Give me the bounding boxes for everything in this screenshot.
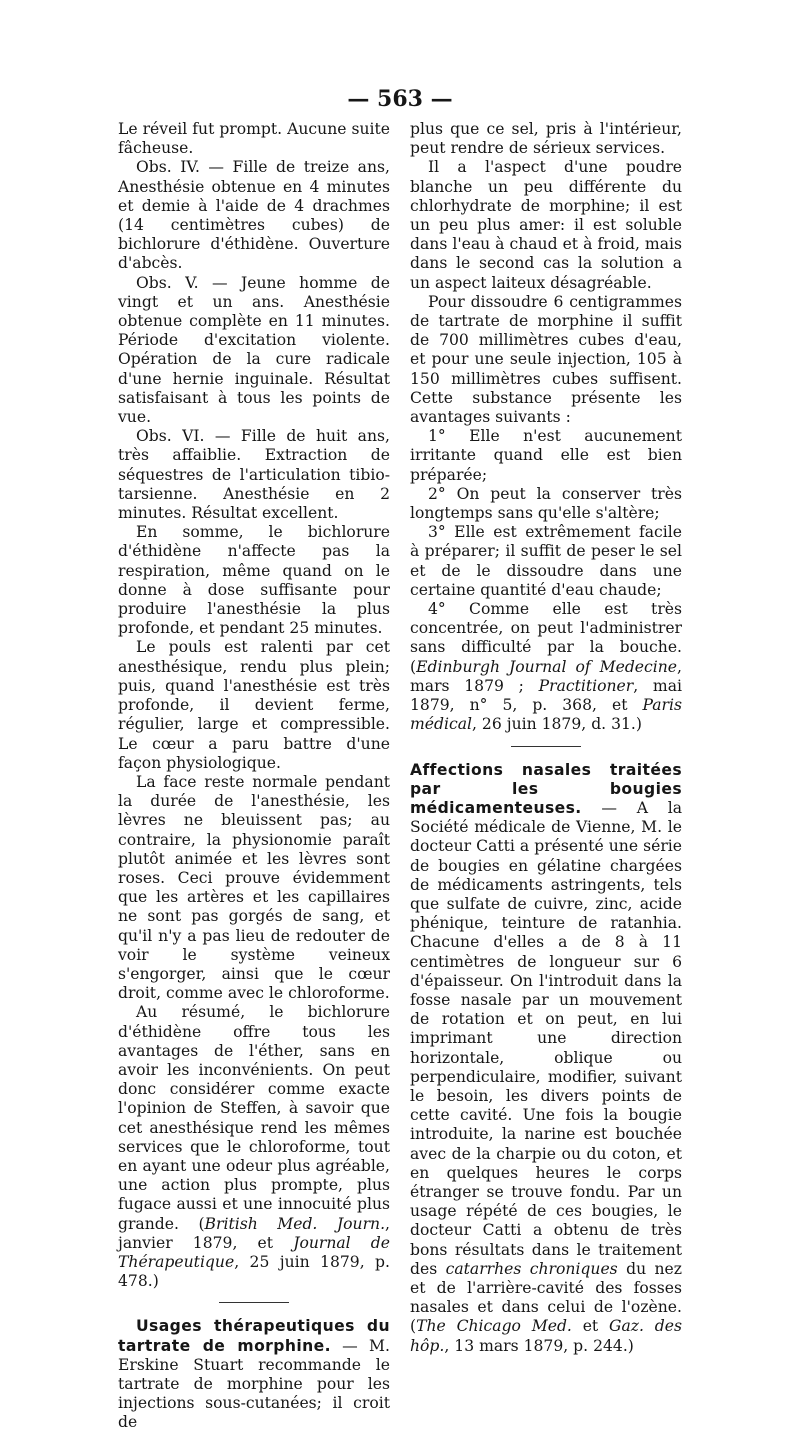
list-item: 3° Elle est extrêmement facile à préparer; il suffit de peser le sel et de le dissoudre dans une certaine quantité d'eau chaude; [410, 523, 682, 599]
paragraph: Obs. V. — Jeune homme de vingt et un ans. Anesthésie obtenue complète en 11 minutes. Période d'excitation violente. Opération de la cure radicale d'une hernie inguinale. Résultat satisfaisant à tous les points de vue. [118, 273, 390, 427]
paragraph: La face reste normale pendant la durée de l'anesthésie, les lèvres ne bleuissent pas; au contraire, la physionomie paraît plutôt animée et les lèvres sont roses. Ceci prouve évidemment que les artères et les capillaires ne sont pas gorgés de sang, et qu'il n'y a pas lieu de redouter de voir le système veineux s'engorger, ainsi que le cœur droit, comme avec le chloroforme. [118, 772, 390, 1003]
paragraph-text: , 13 mars 1879, p. 244.) [444, 1336, 634, 1355]
list-item: 1° Elle n'est aucunement irritante quand elle est bien préparée; [410, 427, 682, 484]
right-column [410, 120, 682, 1356]
citation-journal: Edinburgh Journal of Medecine [416, 657, 678, 676]
paragraph: Le pouls est ralenti par cet anesthésique, rendu plus plein; puis, quand l'anesthésie est très profonde, il devient ferme, régulier, large et compressible. Le cœur a paru battre d'une façon physiologique. [118, 638, 390, 772]
article-heading: Usages thérapeutiques du tartrate de morphine. [118, 1317, 390, 1355]
citation-journal: Paris médical [410, 696, 682, 734]
paragraph-text: , 26 juin 1879, d. 31.) [472, 715, 642, 734]
paragraph-text: Au résumé, le bichlorure d'éthidène offre tous les avantages de l'éther, sans en avoir les inconvénients. On peut donc considérer comme exacte l'opinion de Steffen, à savoir que cet anesthésique rend les mêmes services que le chloroforme, tout en ayant une odeur plus agréable, une action plus prompte, plus fugace aussi et une innocuité plus grande. ( [118, 1003, 390, 1233]
paragraph: Il a l'aspect d'une poudre blanche un peu différente du chlorhydrate de morphine; il est un peu plus amer: il est soluble dans l'eau à chaud et à froid, mais dans le second cas la solution a un aspect laiteux désagréable. [410, 158, 682, 292]
citation-journal: Gaz. des hôp. [410, 1317, 682, 1355]
citation-journal: The Chicago Med. [416, 1317, 572, 1336]
citation-journal: British Med. Journ. [204, 1214, 386, 1233]
paragraph: Pour dissoudre 6 centigrammes de tartrate de morphine il suffit de 700 millimètres cubes d'eau, et pour une seule injection, 105 à 150 millimètres cubes suffisent. Cette substance présente les avantages suivants : [410, 292, 682, 427]
left-column [118, 120, 390, 1433]
citation-journal: Journal de Thérapeutique [118, 1233, 390, 1271]
paragraph [118, 1003, 390, 1291]
paragraph-text: et [571, 1317, 610, 1336]
paragraph-text: , 25 juin 1879, p. 478.) [118, 1252, 390, 1291]
paragraph: Le réveil fut prompt. Aucune suite fâcheuse. [118, 120, 390, 158]
paragraph: Obs. VI. — Fille de huit ans, très affaiblie. Extraction de séquestres de l'articulation tibio-tarsienne. Anesthésie en 2 minutes. Résultat excellent. [118, 427, 390, 523]
paragraph: En somme, le bichlorure d'éthidène n'affecte pas la respiration, même quand on le donne à dose suffisante pour produire l'anesthésie la plus profonde, et pendant 25 minutes. [118, 523, 390, 638]
paragraph-text: , mars 1879 ; [410, 657, 682, 695]
paragraph: plus que ce sel, pris à l'intérieur, peut rendre de sérieux services. [410, 120, 682, 158]
paragraph: Obs. IV. — Fille de treize ans, Anesthésie obtenue en 4 minutes et demie à l'aide de 4 drachmes (14 centimètres cubes) de bichlorure d'éthidène. Ouverture d'abcès. [118, 158, 390, 273]
list-item [410, 600, 682, 734]
article-heading: Affections nasales traitées par les bougies médicamenteuses. [410, 760, 682, 817]
list-item: 2° On peut la conserver très longtemps sans qu'elle s'altère; [410, 484, 682, 523]
page-number: — 563 — [347, 86, 453, 112]
paragraph-text: 4° Comme elle est très concentrée, on peut l'administrer sans difficulté par la bouche. ( [410, 600, 682, 676]
paragraph-text: , mai 1879, n° 5, p. 368, et [410, 676, 682, 715]
paragraph-text: du nez et de l'arrière-cavité des fosses nasales et dans celui de l'ozène. ( [410, 1259, 682, 1336]
article-paragraph [410, 761, 682, 1356]
paragraph-text: — M. Erskine Stuart recommande le tartrate de morphine pour les injections sous-cutanées; il croit de [118, 1336, 390, 1432]
emphasis-text: catarrhes chroniques [445, 1259, 618, 1278]
paragraph-text: , janvier 1879, et [118, 1214, 391, 1252]
section-divider [219, 1302, 289, 1303]
section-divider [511, 746, 581, 747]
article-paragraph [118, 1317, 390, 1432]
citation-journal: Practitioner [538, 676, 634, 695]
paragraph-text: — A la Société médicale de Vienne, M. le docteur Catti a présenté une série de bougies en gélatine chargées de médicaments astringents, tels que sulfate de cuivre, zinc, acide phénique, teinture de ratanhia. Chacune d'elles a de 8 à 11 centimètres de longueur sur 6 d'épaisseur. On l'introduit dans la fosse nasale par un mouvement de rotation et on peut, en lui imprimant une direction horizontale, oblique ou perpendiculaire, modifier, suivant le besoin, les divers points de cette cavité. Une fois la bougie introduite, la narine est bouchée avec de la charpie ou du coton, et en quelques heures le corps étranger se trouve fondu. Par un usage répété de ces bougies, le docteur Catti a obtenu de très bons résultats dans le traitement des [410, 798, 682, 1278]
